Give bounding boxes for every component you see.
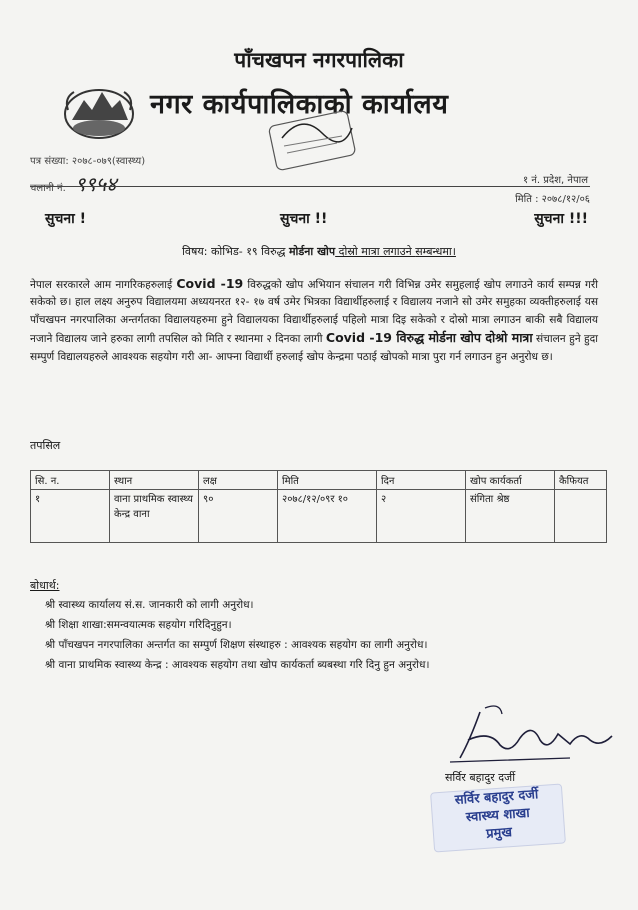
cc-title: बोधार्थ: (30, 579, 60, 592)
signer-name: सर्विर बहादुर दर्जी (445, 771, 516, 784)
stamp-line: स्वास्थ्य शाखा (465, 805, 531, 826)
cc-item: श्री वाना प्राथमिक स्वास्थ्य केन्द्र : आवश्यक सहयोग तथा खोप कार्यकर्ता ब्यबस्था गरि दिनु हुन अनुरोध। (45, 659, 430, 671)
subject-line (0, 244, 638, 259)
schedule-table (30, 470, 607, 543)
subject-prefix: विषय: कोभिड- १९ विरुद्ध (182, 245, 289, 258)
col-serial: सि. न. (31, 471, 110, 490)
body-part-1: नेपाल सरकारले आम नागरिकहरुलाई (30, 279, 177, 291)
body-covid-dose: Covid -19 विरुद्ध मोर्डना खोप दोश्रो मात्रा (325, 330, 533, 346)
office-name: नगर कार्यपालिकाको कार्यालय (150, 89, 449, 120)
notice-heading-right: सुचना !!! (534, 211, 588, 227)
cc-item: श्री स्वास्थ्य कार्यालय सं.स. जानकारी को लागी अनुरोध। (45, 599, 254, 611)
cell-serial: १ (31, 490, 110, 543)
dispatch-number: ९९५४ (74, 172, 117, 196)
letter-date: मिति : २०७८/१२/०६ (515, 194, 590, 205)
body-part-3: संचालन हुने हुदा सम्पुर्ण विद्यालयहरुले आवश्यक सहयोग गरी आ- आफ्ना विद्यार्थी हरुलाई खोप केन्द्रमा पठाई खोपको मात्रा पुरा गर्न लगाउन हुन अनुरोध छ। (30, 333, 598, 363)
col-target: लक्ष (199, 471, 278, 490)
table-header-row (31, 471, 607, 490)
nepal-emblem-icon (60, 80, 138, 142)
dispatch-number-row (30, 170, 117, 197)
dispatch-label: चलानी नं. (30, 183, 66, 194)
cell-date: २०७८/१२/०९र १० (278, 490, 377, 543)
schedule-label: तपसिल (30, 439, 61, 452)
col-location: स्थान (110, 471, 199, 490)
col-remarks: कैफियत (555, 471, 607, 490)
notice-heading-left: सुचना ! (45, 211, 87, 227)
notice-heading-center: सुचना !! (280, 211, 328, 227)
header-divider (30, 186, 590, 187)
office-seal-stamp (262, 108, 362, 173)
stamp-line: प्रमुख (485, 825, 513, 842)
handwritten-signature (440, 700, 620, 770)
subject-suffix: सम्बन्धमा। (415, 245, 456, 258)
col-date: मिति (278, 471, 377, 490)
col-days: दिन (377, 471, 466, 490)
municipality-name: पाँचखपन नगरपालिका (234, 48, 404, 72)
cell-days: २ (377, 490, 466, 543)
cell-target: ९० (199, 490, 278, 543)
subject-middle: दोस्रो मात्रा लगाउने (335, 245, 416, 258)
stamp-line: सर्विर बहादुर दर्जी (454, 787, 539, 808)
cc-item: श्री शिक्षा शाखा:समन्वयात्मक सहयोग गरिदिनुहुन। (45, 619, 232, 631)
col-vaccinator: खोप कार्यकर्ता (466, 471, 555, 490)
health-section-stamp (430, 783, 566, 852)
subject-highlight: मोर्डना खोप (288, 245, 336, 258)
table-row (31, 490, 607, 543)
reference-number: पत्र संख्या: २०७८-०७९(स्वास्थ्य) (30, 156, 146, 167)
province-label: १ नं. प्रदेश, नेपाल (522, 175, 588, 186)
cell-remarks (555, 490, 607, 543)
body-part-2: विरुद्धको खोप अभियान संचालन गरी विभिन्न उमेर समुहलाई खोप लगाउने कार्य सम्पन्न गरी सकेको छ। हाल लक्ष्य अनुरुप विद्यालयमा अध्ययनरत १२- १७ वर्ष उमेर भित्रका विद्यार्थीहरुलाई र विद्यालय नजाने सो उमेर समुहका व्यक्तीहरुलाई यस पाँचखपन नगरपालिका अन्तर्गतका विद्यालयहरुमा हुने विद्यालयका विद्यार्थीहरुलाई पहिलो मात्रा दिइ सकेको र दोस्रो मात्रा लगाउन बाकी सबै विद्यालय नजाने विद्यालय जाने हरुका लागी तपसिल को मिति र स्थानमा २ दिनका लागी (30, 279, 599, 346)
notice-body (30, 275, 598, 366)
cell-location: वाना प्राथमिक स्वास्थ्य केन्द्र वाना (110, 490, 199, 543)
cell-vaccinator: संगिता श्रेष्ठ (466, 490, 555, 543)
cc-item: श्री पाँचखपन नगरपालिका अन्तर्गत का सम्पुर्ण शिक्षण संस्थाहरु : आवश्यक सहयोग का लागी अनुरोध। (45, 639, 428, 651)
body-covid-term: Covid -19 (176, 276, 244, 291)
